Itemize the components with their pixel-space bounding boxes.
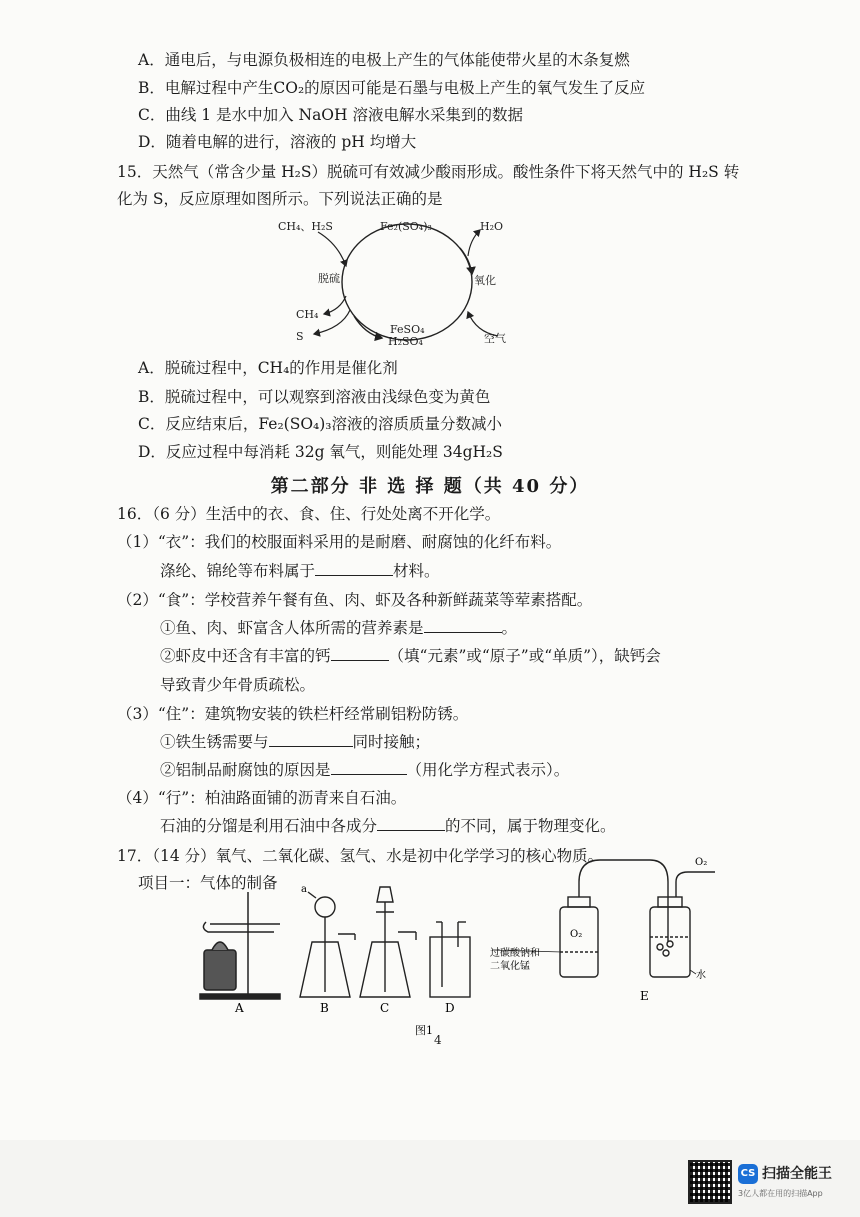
output-arrow-ch4	[324, 296, 346, 314]
camscanner-logo-icon: CS	[738, 1164, 758, 1184]
label-desulfurization: 脱硫	[318, 272, 340, 285]
output-arrow-s	[314, 310, 350, 334]
part2-heading: 第二部分 非 选 择 题（共 40 分）	[270, 476, 590, 497]
q14-option-a: A．通电后，与电源负极相连的电极上产生的气体能使带火星的木条复燃	[138, 51, 630, 69]
figure-caption: 图1	[415, 1024, 433, 1037]
label-reagent2: 二氧化锰	[490, 961, 530, 972]
q16-part3a-text: ①铁生锈需要与	[160, 733, 269, 751]
q16-part4a	[160, 816, 616, 836]
apparatus-a	[200, 892, 280, 999]
output-arrow-h2o	[468, 230, 480, 256]
label-fe2so43: Fe₂(SO₄)₃	[380, 220, 432, 233]
label-s-out: S	[296, 330, 304, 343]
page-number: 4	[434, 1033, 442, 1047]
label-air: 空气	[484, 332, 506, 345]
label-e: E	[640, 989, 649, 1003]
q16-stem: 16．（6 分）生活中的衣、食、住、行处处离不开化学。	[117, 505, 501, 523]
answer-blank-1[interactable]	[315, 561, 393, 576]
q16-part2: （2）“食”：学校营养午餐有鱼、肉、虾及各种新鲜蔬菜等荤素搭配。	[117, 591, 593, 609]
q16-part3b-text: ②铝制品耐腐蚀的原因是	[160, 761, 331, 779]
q17-stem: 17．（14 分）氧气、二氧化碳、氢气、水是初中化学学习的核心物质。	[117, 847, 604, 865]
q16-part2b	[160, 646, 661, 666]
label-h2so4: H₂SO₄	[388, 335, 423, 348]
apparatus-b	[300, 892, 355, 997]
q16-part2a-suffix: 。	[501, 619, 518, 637]
q16-part3b	[160, 760, 569, 780]
label-feso4: FeSO₄	[390, 323, 425, 336]
label-b: B	[320, 1001, 329, 1015]
q16-part2b-text: ②虾皮中还含有丰富的钙	[160, 647, 331, 665]
q15-option-c: C．反应结束后，Fe₂(SO₄)₃溶液的溶质质量分数减小	[138, 415, 503, 433]
q14-option-b: B．电解过程中产生CO₂的原因可能是石墨与电极上产生的氧气发生了反应	[138, 79, 646, 97]
answer-blank-5[interactable]	[331, 760, 407, 775]
q16-part3: （3）“住”：建筑物安装的铁栏杆经常刷铝粉防锈。	[117, 705, 469, 723]
q15-stem-line2: 化为 S，反应原理如图所示。下列说法正确的是	[117, 190, 443, 208]
label-ch4-h2s: CH₄、H₂S	[278, 220, 333, 233]
q16-part3b-suffix: （用化学方程式表示）。	[406, 761, 570, 779]
q14-option-d: D．随着电解的进行，溶液的 pH 均增大	[138, 133, 417, 151]
label-o2-in: O₂	[570, 929, 583, 940]
q16-part3a	[160, 732, 430, 752]
label-h2o: H₂O	[480, 220, 504, 233]
label-oxidation: 氧化	[474, 274, 496, 287]
label-ch4-out: CH₄	[296, 308, 319, 321]
label-water: 水	[696, 970, 706, 981]
q16-part2b-cont: 导致青少年骨质疏松。	[160, 676, 316, 694]
q16-part1a-suffix: 材料。	[393, 562, 440, 580]
q16-part4a-text: 石油的分馏是利用石油中各成分	[160, 817, 378, 835]
answer-blank-2[interactable]	[424, 618, 502, 633]
q16-part1a	[160, 561, 440, 581]
camscanner-brand: 扫描全能王	[762, 1166, 832, 1182]
q14-option-c: C．曲线 1 是水中加入 NaOH 溶液电解水采集到的数据	[138, 106, 523, 124]
q16-part1a-text: 涤纶、锦纶等布料属于	[160, 562, 316, 580]
apparatus-e	[492, 860, 715, 977]
qr-code-icon	[688, 1160, 732, 1204]
apparatus-c	[360, 887, 416, 997]
gas-apparatus-figure	[190, 852, 730, 1042]
answer-blank-6[interactable]	[377, 816, 445, 831]
q15-stem-line1: 15．天然气（常含少量 H₂S）脱硫可有效减少酸雨形成。酸性条件下将天然气中的 H₂S 转	[117, 163, 740, 181]
desulfurization-cycle-diagram	[270, 214, 520, 354]
label-o2-top: O₂	[695, 857, 708, 868]
q15-option-d: D．反应过程中每消耗 32g 氧气，则能处理 34gH₂S	[138, 443, 503, 461]
q15-option-b: B．脱硫过程中，可以观察到溶液由浅绿色变为黄色	[138, 388, 491, 406]
q16-part4a-suffix: 的不同，属于物理变化。	[445, 817, 616, 835]
input-arrow-left	[318, 232, 346, 266]
answer-blank-4[interactable]	[269, 732, 353, 747]
label-c: C	[380, 1001, 390, 1015]
label-d: D	[445, 1001, 455, 1015]
q15-option-a: A．脱硫过程中，CH₄的作用是催化剂	[138, 359, 398, 377]
q17-project1: 项目一：气体的制备	[138, 874, 278, 892]
q16-part2b-suffix: （填“元素”或“原子”或“单质”），缺钙会	[388, 647, 661, 665]
label-reagent1: 过碳酸钠和	[490, 948, 540, 959]
answer-blank-3[interactable]	[331, 646, 389, 661]
label-a: A	[235, 1001, 244, 1015]
label-small-a: a	[301, 884, 307, 895]
q16-part2a-text: ①鱼、肉、虾富含人体所需的营养素是	[160, 619, 424, 637]
scanner-watermark	[688, 1160, 848, 1208]
q16-part3a-suffix: 同时接触；	[352, 733, 431, 751]
apparatus-d	[430, 922, 470, 997]
camscanner-tagline: 3亿人都在用的扫描App	[738, 1189, 823, 1198]
q16-part2a	[160, 618, 517, 638]
q16-part1: （1）“衣”：我们的校服面料采用的是耐磨、耐腐蚀的化纤布料。	[117, 533, 562, 551]
q16-part4: （4）“行”：柏油路面铺的沥青来自石油。	[117, 789, 407, 807]
